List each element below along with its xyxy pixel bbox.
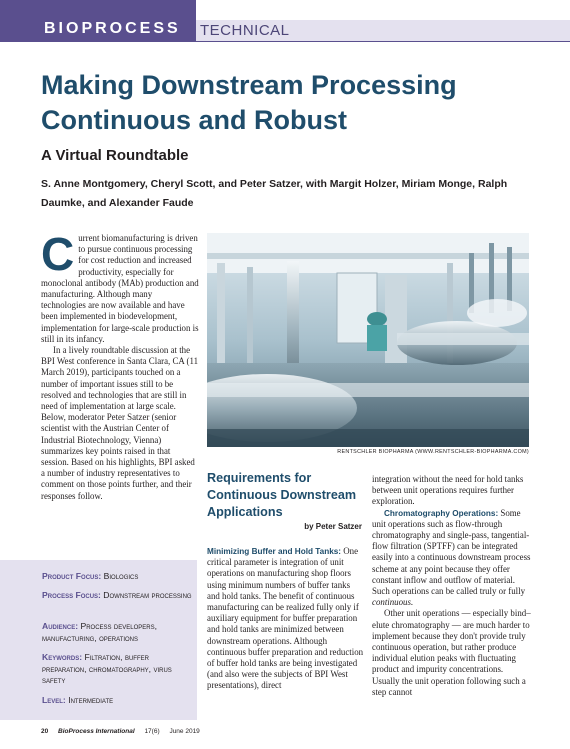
- section-name: BIOPROCESS: [44, 20, 181, 37]
- product-focus: [42, 571, 192, 583]
- audience: [42, 621, 192, 644]
- level-value: Intermediate: [68, 695, 114, 705]
- photo-credit: RENTSCHLER BIOPHARMA (WWW.RENTSCHLER-BIOPHARMA.COM): [337, 449, 529, 455]
- process-focus: [42, 590, 192, 602]
- issue-date: June 2019: [169, 728, 200, 735]
- intro-column: [41, 228, 199, 502]
- section-heading: Requirements for Continuous Downstream Applications: [207, 471, 357, 519]
- process-focus-label: Process Focus:: [42, 590, 101, 600]
- body-text-1: One critical parameter is integration of unit operations on manufacturing shop floors using minimum numbers of buffer tanks and hold tanks. The benefit of continuous manufacturing can be realized fully only if auxiliary equipment for buffer preparation and hold tanks are minimized between downstream operations. Although continuous buffer preparation and reduction of buffer hold tanks are being investigated (and also were the subjects of BPI West presentations), direct: [207, 546, 364, 691]
- intro-text-1: urrent biomanufacturing is driven to pursue continuous processing for cost reduction and increased productivity, especially for monoclonal antibody (MAb) production and manufacturing. Although many technologies are now available and have been implemented in biodevelopment, implementation for large-scale production is still in its infancy.: [41, 233, 199, 344]
- section-byline: by Peter Satzer: [304, 522, 362, 531]
- product-focus-value: Biologics: [103, 571, 139, 581]
- body-paragraph-1-cont: integration without the need for hold tanks between unit operations requires further exploration.: [372, 474, 524, 507]
- body-column-2: [207, 546, 365, 692]
- intro-paragraph-2: In a lively roundtable discussion at the BPI West conference in Santa Clara, CA (11 March 2019), participants touched on a number of important issues still to be resolved and technologies that are still in need of implementation at large scale. Below, moderator Peter Satzer (senior scientist with the Austrian Center of Industrial Biotechnology, Vienna) summarizes key points raised in that session. Based on his highlights, BPI asked a number of industry representatives to comment on those points further, and their responses follow.: [41, 345, 199, 501]
- section-banner: [0, 0, 196, 42]
- body-text-2: Some unit operations such as flow-through chromatography and single-pass, tangential-flow filtration (SPTFF) can be integrated easily into a continuous downstream process scheme at any point because they offer constant inflow and outflow of material. Such operations can be called truly or fully: [372, 507, 531, 597]
- paragraph-lead-2: Chromatography Operations:: [384, 508, 499, 518]
- category-name: TECHNICAL: [200, 22, 290, 39]
- level: [42, 695, 192, 707]
- article-title: Making Downstream Processing Continuous and Robust: [41, 70, 457, 135]
- body-column-3: [372, 474, 532, 698]
- intro-paragraph-1: [41, 228, 199, 345]
- body-text-2-emphasis: continuous.: [372, 597, 414, 608]
- page-footer: [41, 728, 200, 735]
- page-number: 20: [41, 728, 49, 735]
- keywords-label: Keywords:: [42, 652, 83, 662]
- volume-issue: 17(6): [144, 728, 160, 735]
- keywords: [42, 652, 192, 687]
- drop-cap: C: [41, 228, 75, 280]
- level-label: Level:: [42, 695, 66, 705]
- keywords-value: Filtration, buffer preparation, chromatography, virus safety: [42, 652, 172, 685]
- focus-box: [0, 560, 197, 720]
- audience-label: Audience:: [42, 621, 79, 631]
- article-subtitle: A Virtual Roundtable: [41, 147, 189, 164]
- lab-photo: [207, 233, 529, 447]
- body-paragraph-1: [207, 546, 365, 692]
- author-list: S. Anne Montgomery, Cheryl Scott, and Peter Satzer, with Margit Holzer, Miriam Monge, Ralph Daumke, and Alexander Faude: [41, 178, 508, 209]
- audience-value: Process developers, manufacturing, operations: [42, 621, 157, 643]
- header-divider: [196, 41, 570, 42]
- product-focus-label: Product Focus:: [42, 571, 102, 581]
- body-paragraph-2: [372, 508, 532, 609]
- process-focus-value: Downstream processing: [103, 590, 192, 600]
- body-paragraph-3: Other unit operations — especially bind–elute chromatography — are much harder to implement because they don't provide truly continuous operation, but rather produce individual elution peaks with fluctuating product and impurity concentrations. Usually the unit operation following such a step cannot: [372, 608, 531, 697]
- category-banner: [196, 20, 570, 42]
- paragraph-lead: Minimizing Buffer and Hold Tanks:: [207, 547, 342, 556]
- publication-name: BioProcess International: [58, 728, 135, 735]
